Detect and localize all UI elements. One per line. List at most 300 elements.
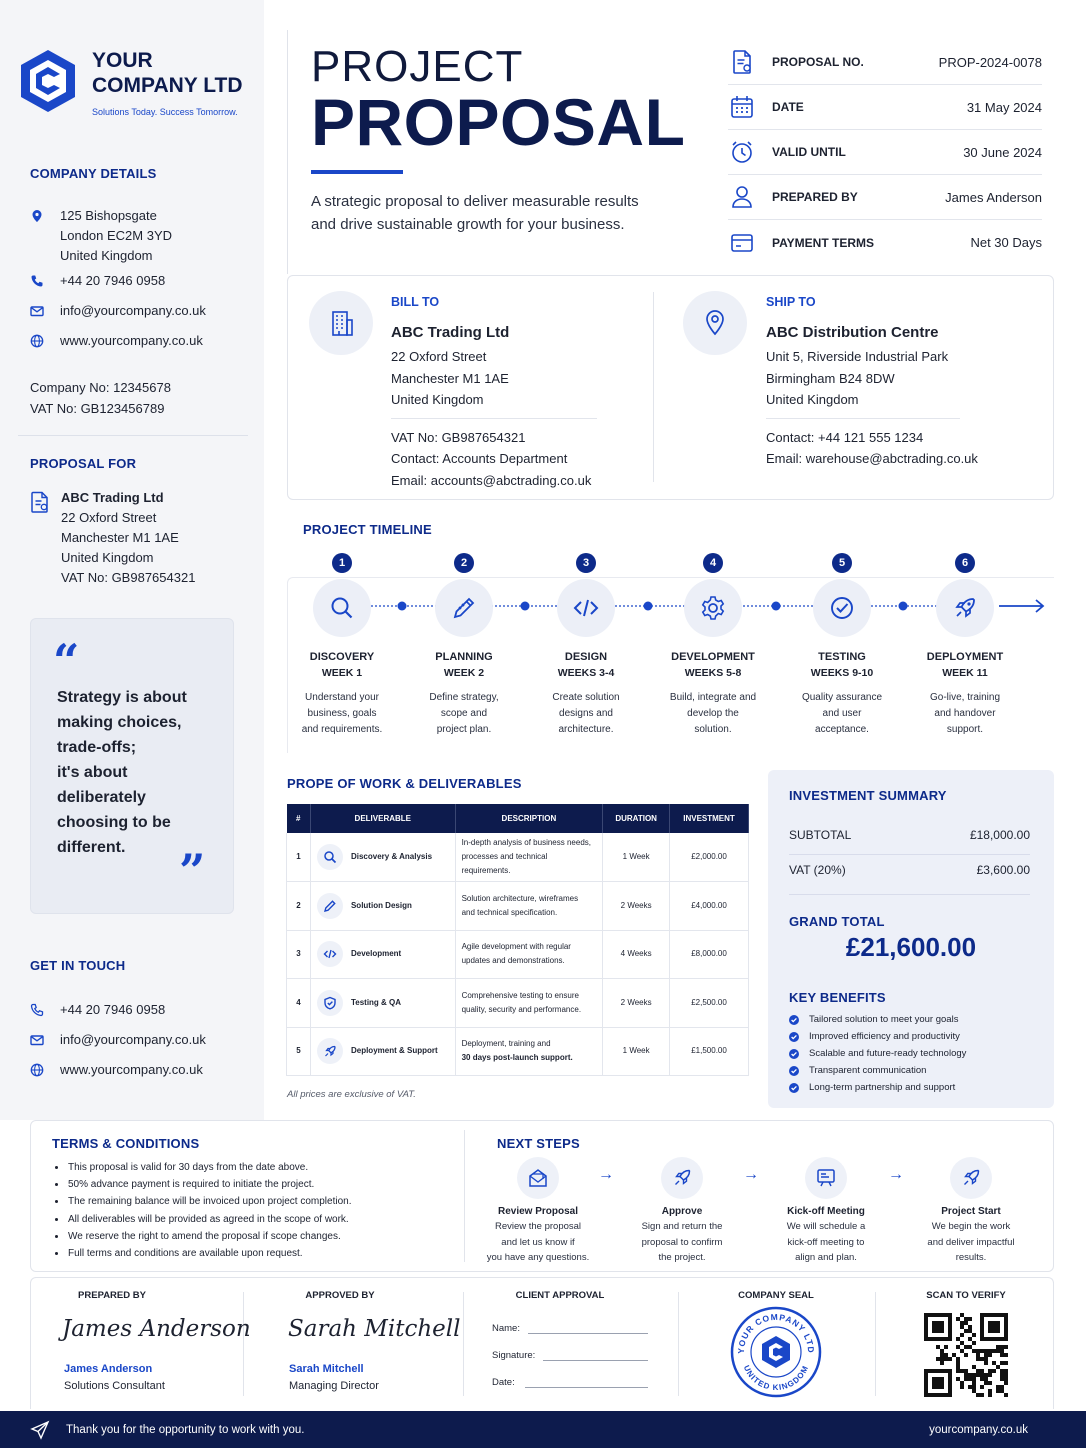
- term-item: The remaining balance will be invoiced upon project completion.: [52, 1193, 352, 1210]
- arrow-right-icon: →: [888, 1166, 904, 1183]
- shield-icon: [317, 990, 343, 1016]
- date-field-label: Date:: [492, 1377, 515, 1388]
- signoff-divider: [243, 1292, 244, 1396]
- user-icon: [728, 183, 756, 211]
- phone-icon: [30, 274, 44, 288]
- term-item: All deliverables will be provided as agreed in the scope of work.: [52, 1211, 352, 1228]
- address-line3: United Kingdom: [60, 248, 153, 263]
- rocket-icon: [317, 1038, 343, 1064]
- desc-line: and handover: [934, 708, 996, 719]
- desc-line: Review the proposal: [494, 1221, 582, 1232]
- deliverable-name: Testing & QA: [350, 997, 402, 1007]
- step-number: 3: [576, 553, 596, 573]
- contact-email: [30, 1030, 206, 1050]
- step-title: TESTING: [818, 651, 866, 663]
- desc-line: develop the: [687, 708, 739, 719]
- vat-row: [789, 863, 1030, 877]
- bill-to-contact: Contact: Accounts Department: [391, 451, 568, 466]
- check-icon: [789, 1032, 799, 1042]
- contact-phone-text[interactable]: +44 20 7946 0958: [60, 1002, 166, 1017]
- next-steps-heading: NEXT STEPS: [497, 1136, 580, 1151]
- desc-line: In-depth analysis of business needs,: [461, 838, 591, 847]
- title-line1: PROJECT: [311, 42, 524, 91]
- bill-to-vat: VAT No: GB987654321: [391, 429, 526, 445]
- table-row: [287, 930, 749, 979]
- meta-proposal-no: [728, 40, 1042, 85]
- prepared-by-heading: PREPARED BY: [78, 1290, 146, 1301]
- alarm-clock-icon: [728, 138, 756, 166]
- proposal-for-line4: VAT No: GB987654321: [61, 570, 196, 585]
- meta-value: 31 May 2024: [966, 99, 1042, 115]
- rocket-icon: [936, 579, 994, 637]
- term-item: This proposal is valid for 30 days from the date above.: [52, 1159, 352, 1176]
- column-header: DURATION: [603, 804, 670, 833]
- company-name-line2: COMPANY LTD: [92, 74, 243, 97]
- duration-cell: 1 Week: [603, 833, 670, 882]
- desc-line: results.: [955, 1252, 987, 1263]
- company-details-heading: COMPANY DETAILS: [30, 166, 157, 181]
- paper-plane-icon: [30, 1420, 50, 1440]
- code-icon: [317, 941, 343, 967]
- deliverable-cell: [310, 1027, 455, 1076]
- desc-line: support.: [946, 724, 984, 735]
- deliverable-cell: [310, 882, 455, 931]
- desc-line: designs and: [559, 708, 613, 719]
- ship-to-line2: Birmingham B24 8DW: [766, 370, 895, 386]
- ship-to-name: ABC Distribution Centre: [766, 323, 939, 341]
- company-tagline: Solutions Today. Success Tomorrow.: [92, 107, 238, 117]
- investment-cell: £2,500.00: [670, 979, 749, 1028]
- company-name-line1: YOUR: [92, 49, 153, 72]
- bill-to-heading: BILL TO: [391, 295, 440, 309]
- meta-label: VALID UNTIL: [772, 145, 846, 159]
- table-row: [287, 833, 749, 882]
- investment-cell: £1,500.00: [670, 1027, 749, 1076]
- description-cell: [455, 979, 603, 1028]
- desc-line: and user: [822, 708, 862, 719]
- desc-line: and deliver impactful: [927, 1236, 1015, 1248]
- investment-cell: £4,000.00: [670, 882, 749, 931]
- step-number: 6: [955, 553, 975, 573]
- step-title: DESIGN: [564, 651, 608, 663]
- step-title: PLANNING: [435, 651, 493, 663]
- quote-open-icon: “: [53, 634, 80, 688]
- meta-value: PROP-2024-0078: [938, 54, 1042, 70]
- signoff-divider: [463, 1292, 464, 1396]
- next-step-kickoff: [766, 1157, 886, 1266]
- description-cell: [455, 1027, 603, 1076]
- bill-to-line1: 22 Oxford Street: [391, 349, 487, 364]
- benefit-text: Transparent communication: [809, 1065, 927, 1076]
- description-cell: [455, 833, 603, 882]
- step-description: [526, 690, 646, 738]
- company-phone-text[interactable]: +44 20 7946 0958: [60, 273, 166, 288]
- company-seal-stamp: [727, 1306, 825, 1398]
- desc-line: We begin the work: [931, 1221, 1011, 1232]
- step-description: [282, 690, 402, 738]
- calendar-icon: [728, 93, 756, 121]
- mail-open-icon: [517, 1157, 559, 1199]
- ship-to-line1: Unit 5, Riverside Industrial Park: [766, 349, 949, 364]
- desc-line: acceptance.: [815, 724, 869, 735]
- quote-line: different.: [57, 839, 126, 856]
- ship-to-email[interactable]: Email: warehouse@abctrading.co.uk: [766, 451, 978, 466]
- arrow-right-icon: →: [743, 1166, 759, 1183]
- desc-line: Agile development with regular: [461, 942, 571, 952]
- proposal-for-line3: United Kingdom: [61, 550, 154, 565]
- title-underline: [311, 170, 403, 174]
- prepared-role: Solutions Consultant: [64, 1380, 165, 1392]
- arrow-right-icon: →: [598, 1166, 614, 1183]
- benefit-item: [789, 1048, 966, 1059]
- ship-to-heading: SHIP TO: [766, 295, 816, 309]
- bill-to-email[interactable]: Email: accounts@abctrading.co.uk: [391, 472, 592, 488]
- date-field[interactable]: [525, 1387, 648, 1388]
- address-divider: [653, 292, 654, 482]
- desc-line: quality, security and performance.: [461, 1004, 582, 1014]
- step-description: [782, 690, 902, 738]
- qr-code[interactable]: [924, 1313, 1008, 1397]
- phone-icon: [30, 1003, 44, 1017]
- desc-line: and requirements.: [301, 724, 383, 735]
- desc-line: updates and demonstrations.: [461, 956, 565, 966]
- location-pin-icon: [683, 291, 747, 355]
- desc-line: solution.: [694, 724, 732, 735]
- investment-cell: £8,000.00: [670, 930, 749, 979]
- footer-message: Thank you for the opportunity to work with you.: [66, 1423, 305, 1436]
- proposal-for-heading: PROPOSAL FOR: [30, 456, 137, 471]
- registration-info: [30, 377, 171, 419]
- row-number: 5: [287, 1027, 311, 1076]
- row-number: 1: [287, 833, 311, 882]
- step-week: WEEKS 5-8: [684, 667, 742, 679]
- company-email: [30, 301, 206, 321]
- desc-line: project plan.: [436, 724, 492, 735]
- desc-line: Understand your: [305, 692, 379, 703]
- meta-label: PAYMENT TERMS: [772, 235, 875, 250]
- credit-card-icon: [728, 229, 756, 257]
- contact-phone: [30, 1000, 165, 1020]
- quote-line: deliberately: [57, 789, 146, 806]
- column-header: #: [287, 804, 311, 833]
- section-divider: [464, 1130, 465, 1262]
- desc-line: Build, integrate and: [669, 692, 757, 703]
- signature-field-label: Signature:: [492, 1350, 536, 1361]
- prepared-name: James Anderson: [64, 1363, 153, 1375]
- company-seal-heading: COMPANY SEAL: [738, 1290, 814, 1301]
- timeline-step-planning: [404, 553, 524, 738]
- quote-close-icon: ”: [179, 844, 206, 898]
- deliverable-cell: [310, 833, 455, 882]
- building-icon: [309, 291, 373, 355]
- pencil-icon: [435, 579, 493, 637]
- subtotal-label: SUBTOTAL: [789, 828, 852, 842]
- benefit-item: [789, 1014, 958, 1025]
- seal-text-bottom: UNITED KINGDOM: [741, 1363, 811, 1393]
- rocket-icon: [950, 1157, 992, 1199]
- step-title: DEVELOPMENT: [671, 651, 755, 663]
- deliverable-name: Development: [350, 949, 402, 959]
- terms-heading: TERMS & CONDITIONS: [52, 1136, 200, 1151]
- divider: [18, 435, 248, 436]
- duration-cell: 4 Weeks: [603, 930, 670, 979]
- divider: [789, 894, 1030, 895]
- deliverable-name: Discovery & Analysis: [350, 852, 433, 861]
- step-number: 1: [332, 553, 352, 573]
- check-badge-icon: [813, 579, 871, 637]
- desc-line: business, goals: [307, 708, 377, 719]
- benefit-item: [789, 1031, 960, 1042]
- ship-to-line3: United Kingdom: [766, 392, 859, 407]
- meta-valid-until: [728, 130, 1042, 175]
- investment-summary: [768, 770, 1054, 1108]
- desc-line: you have any questions.: [486, 1252, 590, 1263]
- column-header: INVESTMENT: [670, 804, 749, 833]
- divider: [766, 418, 960, 419]
- duration-cell: 1 Week: [603, 1027, 670, 1076]
- title-line2: PROPOSAL: [311, 85, 686, 159]
- benefit-text: Long-term partnership and support: [809, 1082, 956, 1093]
- timeline-heading: PROJECT TIMELINE: [303, 522, 432, 537]
- seal-text-top: YOUR COMPANY LTD: [735, 1311, 817, 1354]
- column-header: DESCRIPTION: [455, 804, 603, 833]
- desc-line: scope and: [440, 708, 488, 719]
- meta-prepared-by: [728, 175, 1042, 220]
- next-step-title: Approve: [661, 1206, 703, 1217]
- signoff-divider: [678, 1292, 679, 1396]
- step-week: WEEK 11: [942, 667, 988, 679]
- step-description: [653, 690, 773, 738]
- prepared-signature: James Anderson: [62, 1316, 251, 1342]
- deliverables-table: [286, 804, 749, 1076]
- meta-value: 30 June 2024: [963, 144, 1042, 160]
- timeline-step-deployment: [905, 553, 1025, 738]
- duration-cell: 2 Weeks: [603, 882, 670, 931]
- ship-to-block: [766, 292, 978, 470]
- benefit-text: Improved efficiency and productivity: [809, 1031, 960, 1042]
- approved-by-heading: APPROVED BY: [305, 1290, 375, 1301]
- grand-total-label: GRAND TOTAL: [789, 914, 885, 929]
- company-web-text[interactable]: www.yourcompany.co.uk: [60, 333, 203, 348]
- intro-text: [311, 190, 671, 236]
- deliverable-cell: [310, 979, 455, 1028]
- deliverable-name: Solution Design: [350, 900, 412, 910]
- description-cell: [455, 930, 603, 979]
- company-number: Company No: 12345678: [30, 380, 171, 395]
- desc-line: We will schedule a: [786, 1221, 866, 1232]
- footer: [0, 1411, 1086, 1448]
- desc-line: 30 days post-launch support.: [461, 1053, 573, 1063]
- next-step-desc: [766, 1219, 886, 1266]
- desc-line: Deployment, training and: [461, 1039, 551, 1049]
- name-field[interactable]: [528, 1333, 648, 1334]
- company-web: [30, 331, 203, 351]
- proposal-for-line2: Manchester M1 1AE: [61, 530, 179, 545]
- next-step-desc: [478, 1219, 598, 1266]
- table-row: [287, 979, 749, 1028]
- globe-icon: [30, 334, 44, 348]
- company-logo: [18, 48, 243, 117]
- next-step-title: Kick-off Meeting: [787, 1206, 865, 1217]
- timeline-step-design: [526, 553, 646, 738]
- quote-line: trade-offs;: [57, 739, 137, 756]
- address-line1: 125 Bishopsgate: [60, 208, 157, 223]
- gear-icon: [684, 579, 742, 637]
- meta-date: [728, 85, 1042, 130]
- terms-list: [52, 1159, 352, 1262]
- grand-total-value: £21,600.00: [845, 932, 977, 962]
- desc-line: kick-off meeting to: [787, 1236, 865, 1248]
- contact-web: [30, 1060, 203, 1080]
- next-step-title: Review Proposal: [497, 1206, 579, 1217]
- check-icon: [789, 1066, 799, 1076]
- timeline-step-development: [653, 553, 773, 738]
- approved-name: Sarah Mitchell: [289, 1363, 364, 1375]
- quote-card: [30, 618, 234, 914]
- next-step-desc: [622, 1219, 742, 1266]
- desc-line: Quality assurance: [801, 692, 883, 703]
- vat-label: VAT (20%): [789, 863, 846, 877]
- benefit-item: [789, 1082, 955, 1093]
- step-number: 5: [832, 553, 852, 573]
- step-title: DEPLOYMENT: [926, 651, 1004, 663]
- check-icon: [789, 1015, 799, 1025]
- bill-to-name: ABC Trading Ltd: [391, 323, 510, 341]
- row-number: 4: [287, 979, 311, 1028]
- company-address: [30, 206, 172, 266]
- step-description: [905, 690, 1025, 738]
- signature-field[interactable]: [543, 1360, 648, 1361]
- contact-web-text[interactable]: www.yourcompany.co.uk: [60, 1062, 203, 1077]
- divider: [789, 854, 1030, 855]
- row-number: 3: [287, 930, 311, 979]
- proposal-for-line1: 22 Oxford Street: [61, 510, 157, 525]
- next-step-desc: [911, 1219, 1031, 1266]
- contact-email-text[interactable]: info@yourcompany.co.uk: [60, 1032, 206, 1047]
- timeline-step-discovery: [282, 553, 402, 738]
- vat-number: VAT No: GB123456789: [30, 401, 165, 416]
- desc-line: and let us know if: [501, 1236, 575, 1248]
- table-row: [287, 882, 749, 931]
- desc-line: align and plan.: [795, 1252, 857, 1263]
- investment-heading: INVESTMENT SUMMARY: [789, 788, 947, 803]
- benefit-item: [789, 1065, 926, 1076]
- check-icon: [789, 1049, 799, 1059]
- footer-website[interactable]: yourcompany.co.uk: [929, 1423, 1028, 1436]
- desc-line: processes and technical requirements.: [461, 852, 548, 875]
- meta-label: PREPARED BY: [772, 190, 858, 204]
- signoff-divider: [875, 1292, 876, 1396]
- code-icon: [557, 579, 615, 637]
- approved-signature: Sarah Mitchell: [288, 1316, 461, 1342]
- duration-cell: 2 Weeks: [603, 979, 670, 1028]
- check-icon: [789, 1083, 799, 1093]
- vat-value: £3,600.00: [976, 863, 1030, 877]
- mail-icon: [30, 1033, 44, 1047]
- quote-line: choosing to be: [57, 814, 171, 831]
- step-week: WEEK 1: [321, 667, 363, 679]
- meta-label: PROPOSAL NO.: [772, 55, 864, 69]
- next-step-project-start: [911, 1157, 1031, 1266]
- benefit-text: Scalable and future-ready technology: [809, 1048, 967, 1059]
- get-in-touch-heading: GET IN TOUCH: [30, 958, 126, 973]
- company-email-text[interactable]: info@yourcompany.co.uk: [60, 303, 206, 318]
- step-week: WEEKS 9-10: [810, 667, 874, 679]
- meta-value: James Anderson: [945, 189, 1042, 205]
- header-divider: [287, 30, 288, 274]
- presentation-icon: [805, 1157, 847, 1199]
- quote-line: making choices,: [57, 714, 182, 731]
- address-line2: London EC2M 3YD: [60, 228, 173, 243]
- scan-to-verify-heading: SCAN TO VERIFY: [926, 1290, 1006, 1301]
- step-week: WEEK 2: [443, 667, 485, 679]
- desc-line: Go-live, training: [929, 692, 1001, 703]
- bill-to-line2: Manchester M1 1AE: [391, 370, 509, 386]
- step-number: 2: [454, 553, 474, 573]
- term-item: 50% advance payment is required to initiate the project.: [52, 1176, 352, 1193]
- company-phone: [30, 271, 165, 291]
- investment-cell: £2,000.00: [670, 833, 749, 882]
- desc-line: Solution architecture, wireframes: [461, 893, 579, 903]
- desc-line: the project.: [658, 1252, 706, 1263]
- mail-icon: [30, 304, 44, 318]
- table-header-row: [287, 804, 749, 833]
- deliverable-cell: [310, 930, 455, 979]
- intro-line1: A strategic proposal to deliver measurable results: [311, 193, 639, 210]
- bill-to-block: [391, 292, 597, 491]
- company-logo-icon: [18, 48, 78, 114]
- column-header: DELIVERABLE: [310, 804, 455, 833]
- deliverable-name: Deployment & Support: [350, 1046, 438, 1056]
- next-step-review: [478, 1157, 598, 1266]
- scope-heading: PROPE OF WORK & DELIVERABLES: [287, 776, 522, 791]
- step-number: 4: [703, 553, 723, 573]
- desc-line: Sign and return the: [641, 1221, 723, 1232]
- desc-line: Comprehensive testing to ensure: [461, 990, 579, 1000]
- desc-line: and technical specification.: [461, 907, 558, 917]
- meta-payment-terms: [728, 220, 1042, 265]
- timeline-step-testing: [782, 553, 902, 738]
- table-row: [287, 1027, 749, 1076]
- divider: [391, 418, 597, 419]
- term-item: We reserve the right to amend the proposal if scope changes.: [52, 1228, 352, 1245]
- proposal-for-block: [30, 488, 195, 588]
- ship-to-contact: Contact: +44 121 555 1234: [766, 429, 924, 445]
- description-cell: [455, 882, 603, 931]
- term-item: Full terms and conditions are available upon request.: [52, 1245, 352, 1262]
- key-benefits-heading: KEY BENEFITS: [789, 990, 886, 1005]
- desc-line: proposal to confirm: [641, 1236, 723, 1248]
- bill-to-line3: United Kingdom: [391, 392, 484, 407]
- vat-note: All prices are exclusive of VAT.: [287, 1089, 416, 1100]
- client-approval-heading: CLIENT APPROVAL: [515, 1290, 605, 1301]
- desc-line: Create solution: [552, 692, 620, 703]
- intro-line2: and drive sustainable growth for your business.: [311, 216, 625, 233]
- quote-text: [57, 685, 217, 860]
- desc-line: Define strategy,: [429, 692, 499, 703]
- pencil-icon: [317, 893, 343, 919]
- document-icon: [30, 491, 50, 513]
- next-step-title: Project Start: [941, 1206, 1001, 1217]
- search-icon: [313, 579, 371, 637]
- desc-line: architecture.: [558, 724, 614, 735]
- row-number: 2: [287, 882, 311, 931]
- next-step-approve: [622, 1157, 742, 1266]
- document-icon: [728, 48, 756, 76]
- step-title: DISCOVERY: [309, 651, 375, 663]
- location-pin-icon: [30, 209, 44, 223]
- subtotal-row: [789, 828, 1030, 842]
